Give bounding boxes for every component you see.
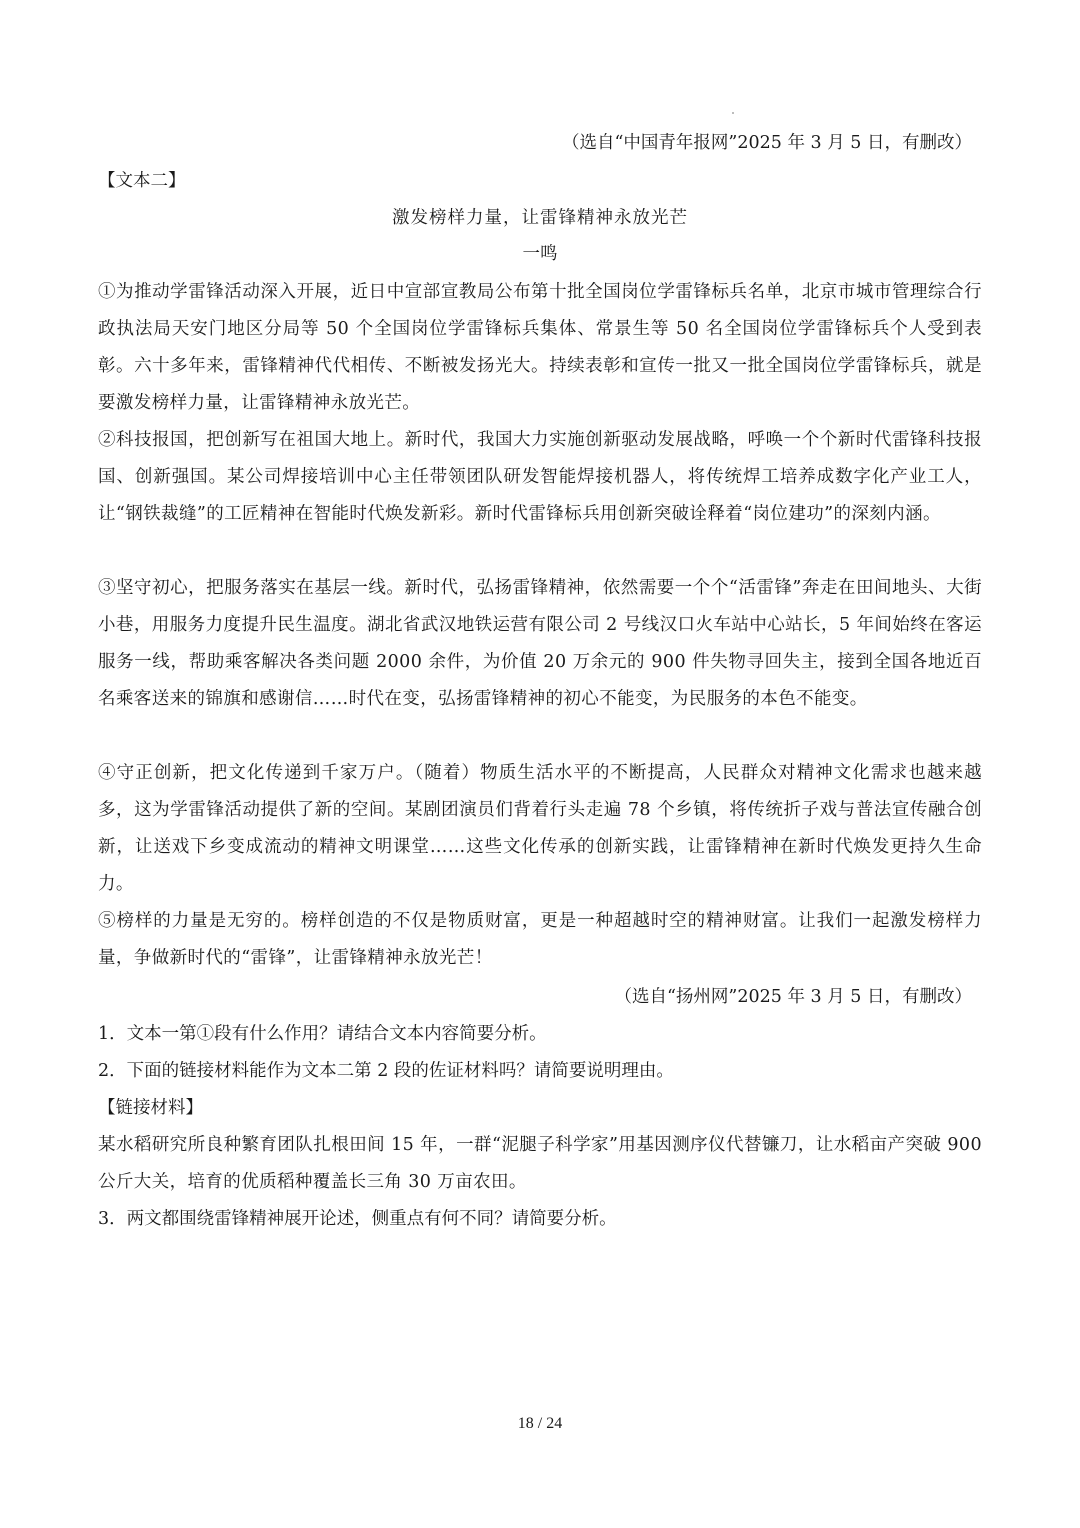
paragraph-1: ①为推动学雷锋活动深入开展，近日中宣部宣教局公布第十批全国岗位学雷锋标兵名单，北京市城市管理综合行政执法局天安门地区分局等 50 个全国岗位学雷锋标兵集体、常景生等 50 名全国岗位学雷锋标兵个人受到表彰。六十多年来，雷锋精神代代相传、不断被发扬光大。持续表彰和宣传一批又一批全国岗位学雷锋标兵，就是要激发榜样力量，让雷锋精神永放光芒。 [98, 282, 982, 413]
question-3: 3．两文都围绕雷锋精神展开论述，侧重点有何不同？请简要分析。 [98, 1209, 617, 1229]
scan-speck [732, 112, 734, 114]
paragraph-2: ②科技报国，把创新写在祖国大地上。新时代，我国大力实施创新驱动发展战略，呼唤一个个新时代雷锋科技报国、创新强国。某公司焊接培训中心主任带领团队研发智能焊接机器人，将传统焊工培养成数字化产业工人，让“钢铁裁缝”的工匠精神在智能时代焕发新彩。新时代雷锋标兵用创新突破诠释着“岗位建功”的深刻内涵。 [98, 430, 982, 524]
link-material-text: 某水稻研究所良种繁育团队扎根田间 15 年，一群“泥腿子科学家”用基因测序仪代替镰刀，让水稻亩产突破 900 公斤大关，培育的优质稻种覆盖长三角 30 万亩农田。 [98, 1135, 982, 1192]
paragraph-4: ④守正创新，把文化传递到千家万户。（随着）物质生活水平的不断提高，人民群众对精神文化需求也越来越多，这为学雷锋活动提供了新的空间。某剧团演员们背着行头走遍 78 个乡镇，将传统折子戏与普法宣传融合创新，让送戏下乡变成流动的精神文明课堂……这些文化传承的创新实践，让雷锋精神在新时代焕发更持久生命力。 [98, 763, 982, 894]
article-author: 一鸣 [522, 244, 558, 264]
paragraph-3: ③坚守初心，把服务落实在基层一线。新时代，弘扬雷锋精神，依然需要一个个“活雷锋”奔走在田间地头、大街小巷，用服务力度提升民生温度。湖北省武汉地铁运营有限公司 2 号线汉口火车站中心站长，5 年间始终在客运服务一线，帮助乘客解决各类问题 2000 余件，为价值 20 万余元的 900 件失物寻回失主，接到全国各地近百名乘客送来的锦旗和感谢信……时代在变，弘扬雷锋精神的初心不能变，为民服务的本色不能变。 [98, 578, 982, 709]
page-number: 18 / 24 [517, 1415, 563, 1432]
question-1: 1．文本一第①段有什么作用？请结合文本内容简要分析。 [98, 1024, 547, 1044]
paragraph-5: ⑤榜样的力量是无穷的。榜样创造的不仅是物质财富，更是一种超越时空的精神财富。让我们一起激发榜样力量，争做新时代的“雷锋”，让雷锋精神永放光芒！ [98, 911, 982, 968]
section-label-text-two: 【文本二】 [98, 171, 186, 191]
source-text-two: （选自“扬州网”2025 年 3 月 5 日，有删改） [614, 987, 972, 1007]
source-text-one: （选自“中国青年报网”2025 年 3 月 5 日，有删改） [561, 133, 972, 153]
article-title: 激发榜样力量，让雷锋精神永放光芒 [392, 208, 688, 228]
link-material-label: 【链接材料】 [98, 1098, 203, 1118]
question-2: 2．下面的链接材料能作为文本二第 2 段的佐证材料吗？请简要说明理由。 [98, 1061, 674, 1081]
